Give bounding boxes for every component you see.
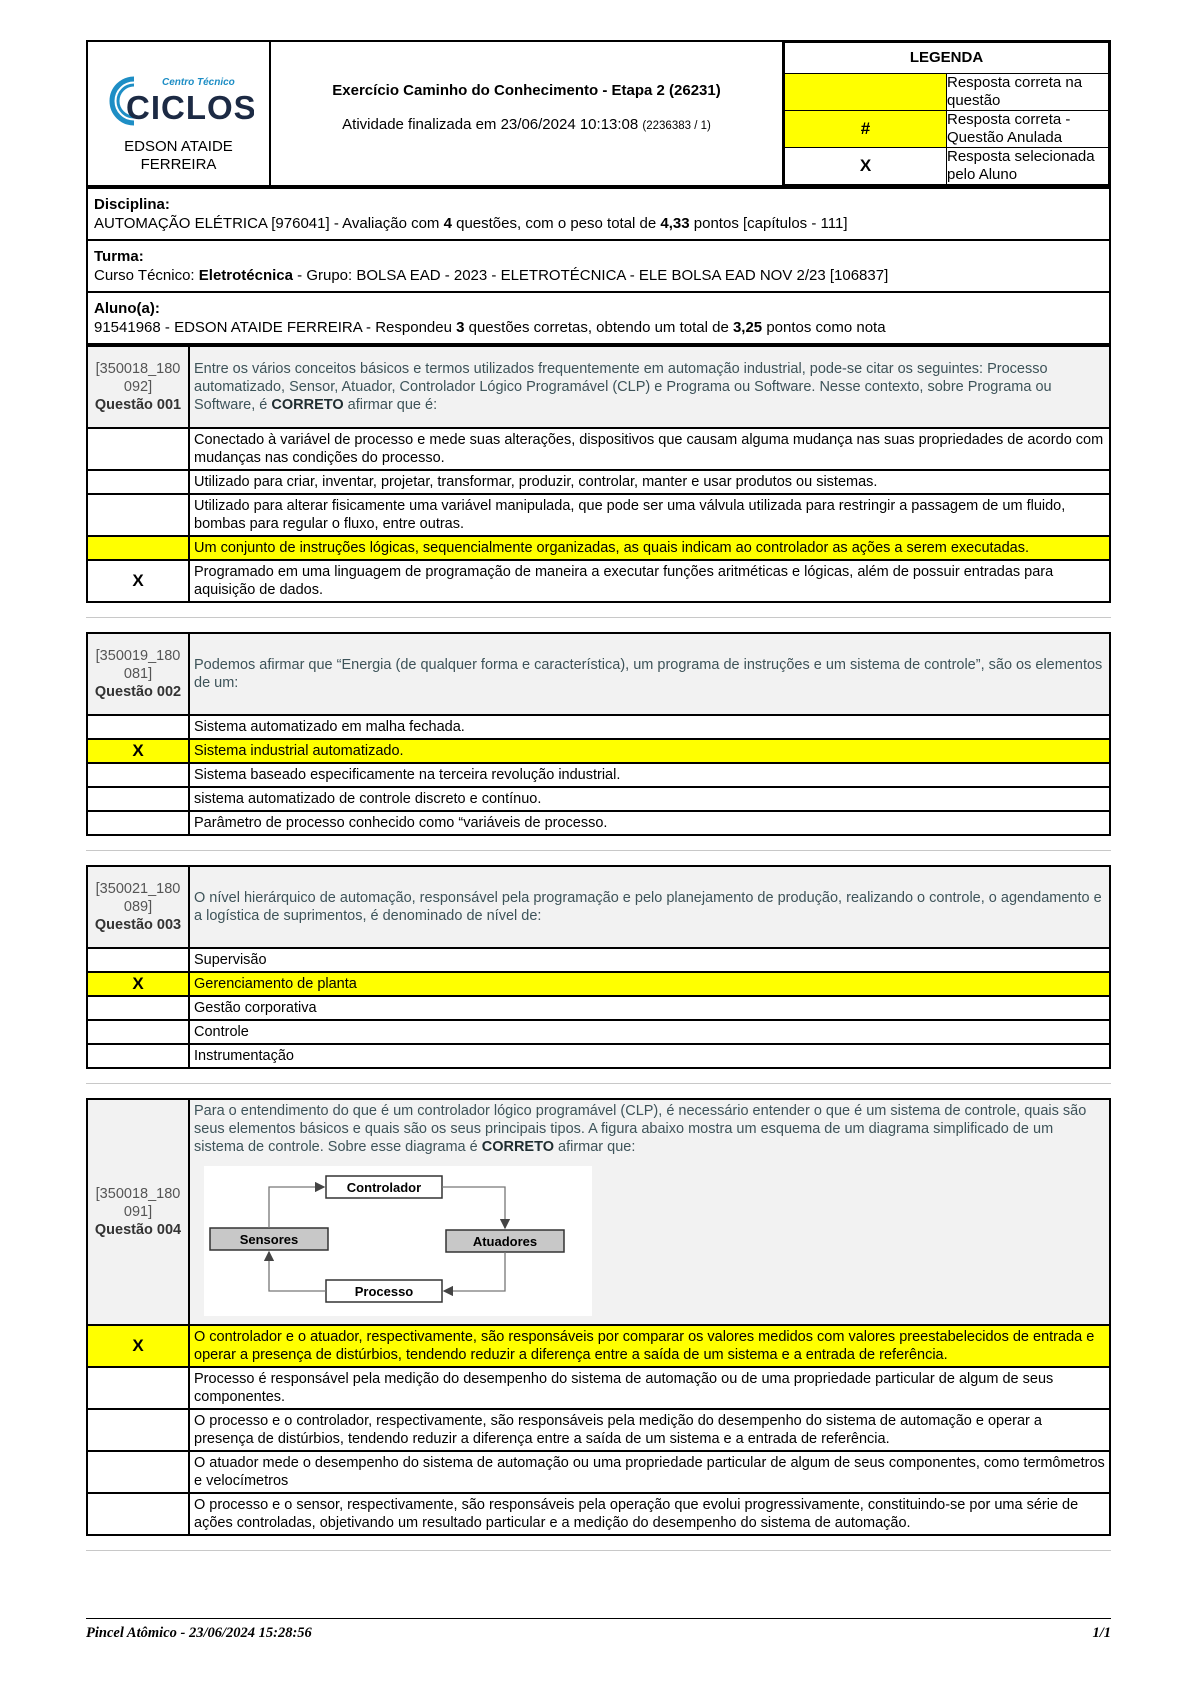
option-text: O atuador mede o desempenho do sistema de automação ou uma propriedade particular de algum de seus componentes, como termômetros e velocímetros [189,1451,1110,1493]
disciplina-label: Disciplina: [94,196,170,213]
turma-row [87,240,1110,292]
turma-label: Turma: [94,248,144,265]
question-001 [86,345,1111,603]
turma-text: Curso Técnico: Eletrotécnica - Grupo: BOLSA EAD - 2023 - ELETROTÉCNICA - ELE BOLSA EAD NOV 2/23 [106837] [94,267,889,284]
option-text: Controle [189,1020,1110,1044]
title-cell [270,41,783,186]
legend-title: LEGENDA [785,43,1109,74]
option-mark-selected: X [87,972,189,996]
option-text-correct: Gerenciamento de planta [189,972,1110,996]
ciclos-logo [104,71,254,129]
finished-text: Atividade finalizada em 23/06/2024 10:13:08 [342,116,639,133]
exercise-title: Exercício Caminho do Conhecimento - Etapa 2 (26231) [332,82,721,99]
question-label: Questão 003 [94,917,182,933]
question-code: [350018_180092] [95,361,181,395]
option-text: Supervisão [189,948,1110,972]
control-system-diagram [204,1166,592,1316]
legend-label-selected: Resposta selecionada pelo Aluno [947,148,1109,185]
option-text-correct: Sistema industrial automatizado. [189,739,1110,763]
option-text: O processo e o controlador, respectivamente, são responsáveis pela medição do desempenho do sistema de automação e operar a presença de distúrbios, tendendo reduzir a diferença entre a saída de um sistema e a entrada de referência. [189,1409,1110,1451]
question-code: [350019_180081] [95,648,181,682]
divider [86,1550,1111,1551]
option-text: Utilizado para criar, inventar, projetar, transformar, produzir, controlar, manter e usar produtos ou sistemas. [189,470,1110,494]
option-mark [87,1020,189,1044]
option-text: Instrumentação [189,1044,1110,1068]
legend-label-correct: Resposta correta na questão [947,74,1109,111]
legend-table [784,42,1109,185]
option-text: Conectado à variável de processo e mede suas alterações, dispositivos que causam alguma mudança nas suas propriedades de acordo com mudanças nas condições do processo. [189,428,1110,470]
question-code: [350018_180091] [95,1186,181,1220]
option-text: O processo e o sensor, respectivamente, são responsáveis pela operação que evolui progressivamente, constituindo-se por uma série de ações controladas, objetivando um resultado particular e a medição do desempenho do sistema de automação. [189,1493,1110,1535]
option-mark-selected: X [87,1325,189,1367]
option-text: Sistema automatizado em malha fechada. [189,715,1110,739]
option-mark [87,1367,189,1409]
student-name: EDSON ATAIDE FERREIRA [124,138,233,173]
aluno-label: Aluno(a): [94,300,160,317]
option-mark [87,763,189,787]
arrow-controller-actuators [442,1187,505,1228]
disciplina-text: AUTOMAÇÃO ELÉTRICA [976041] - Avaliação com 4 questões, com o peso total de 4,33 pontos [capítulos - 111] [94,215,848,232]
report-page [86,40,1111,1565]
option-mark [87,1409,189,1451]
legend-swatch-selected: X [785,148,947,185]
question-label: Questão 004 [94,1222,182,1238]
finished-info [271,116,782,135]
option-mark [87,996,189,1020]
option-mark [87,470,189,494]
logo-small-text: Centro Técnico [161,77,235,88]
option-mark [87,1451,189,1493]
option-mark-selected: X [87,739,189,763]
legend-swatch-correct [785,74,947,111]
option-text: Parâmetro de processo conhecido como “variáveis de processo. [189,811,1110,835]
process-label: Processo [354,1284,414,1299]
footer [86,1618,1111,1642]
actuators-label: Atuadores [472,1234,538,1249]
option-mark [87,787,189,811]
question-text: Entre os vários conceitos básicos e termos utilizados frequentemente em automação industrial, pode-se citar os seguintes: Processo automatizado, Sensor, Atuador, Controlador Lógico Programável (CLP) e Programa ou Software. Nesse contexto, sobre Programa ou Software, é CORRETO afirmar que é: [189,346,1110,428]
option-text-correct: O controlador e o atuador, respectivamente, são responsáveis por comparar os valores medidos com valores preestabelecidos de entrada e operar a presença de distúrbios, tendendo reduzir a diferença entre a saída de um sistema e a entrada de referência. [189,1325,1110,1367]
arrow-sensors-controller [269,1187,324,1228]
question-code: [350021_180089] [95,881,181,915]
option-mark [87,1493,189,1535]
info-table [86,187,1111,345]
option-text: Utilizado para alterar fisicamente uma variável manipulada, que pode ser uma válvula utilizada para restringir a passagem de um fluido, bombas para regular o fluxo, entre outras. [189,494,1110,536]
option-text-correct: Um conjunto de instruções lógicas, sequencialmente organizadas, as quais indicam ao controlador as ações a serem executadas. [189,536,1110,560]
legend-cell [783,41,1110,186]
sensors-label: Sensores [239,1232,299,1247]
option-mark [87,811,189,835]
footer-timestamp: Pincel Atômico - 23/06/2024 15:28:56 [86,1625,312,1641]
option-mark [87,494,189,536]
question-code-cell [87,346,189,428]
legend-swatch-annulled: # [785,111,947,148]
finished-code: (2236383 / 1) [642,120,711,132]
option-mark [87,536,189,560]
divider [86,850,1111,851]
controller-label: Controlador [346,1180,422,1195]
question-code-cell [87,633,189,715]
page-number: 1/1 [1092,1625,1111,1641]
option-text: Programado em uma linguagem de programação de maneira a executar funções aritméticas e lógicas, além de possuir entradas para aquisição de dados. [189,560,1110,602]
arrow-process-sensors [269,1252,326,1291]
question-002 [86,632,1111,836]
question-label: Questão 002 [94,684,182,700]
question-text: Podemos afirmar que “Energia (de qualquer forma e característica), um programa de instruções e um sistema de controle”, são os elementos de um: [189,633,1110,715]
logo-big-text: CICLOS [125,89,254,126]
option-mark [87,715,189,739]
question-003 [86,865,1111,1069]
divider [86,617,1111,618]
question-code-cell [87,1099,189,1325]
option-text: Sistema baseado especificamente na terceira revolução industrial. [189,763,1110,787]
option-mark [87,948,189,972]
question-004 [86,1098,1111,1536]
header-table [86,40,1111,187]
disciplina-row [87,188,1110,240]
option-text: sistema automatizado de controle discreto e contínuo. [189,787,1110,811]
divider [86,1083,1111,1084]
question-code-cell [87,866,189,948]
aluno-row [87,292,1110,344]
logo-cell [87,41,270,186]
question-text: O nível hierárquico de automação, responsável pela programação e pelo planejamento de produção, realizando o controle, o agendamento e a logística de suprimentos, é denominado de nível de: [189,866,1110,948]
option-text: Processo é responsável pela medição do desempenho do sistema de automação ou de uma propriedade particular de algum de seus componentes. [189,1367,1110,1409]
option-mark [87,428,189,470]
option-mark-selected: X [87,560,189,602]
question-text: Para o entendimento do que é um controlador lógico programável (CLP), é necessário entender o que é um sistema de controle, quais são seus elementos básicos e quais são os seus principais tipos. A figura abaixo mostra um esquema de um diagrama simplificado de um sistema de controle. Sobre esse diagrama é CORRETO afirmar que: Controlador Sensores Atuadores Processo [189,1099,1110,1325]
aluno-text: 91541968 - EDSON ATAIDE FERREIRA - Respondeu 3 questões corretas, obtendo um total de 3,25 pontos como nota [94,319,886,336]
option-mark [87,1044,189,1068]
legend-label-annulled: Resposta correta - Questão Anulada [947,111,1109,148]
arrow-actuators-process [444,1252,505,1291]
question-label: Questão 001 [94,397,182,413]
option-text: Gestão corporativa [189,996,1110,1020]
